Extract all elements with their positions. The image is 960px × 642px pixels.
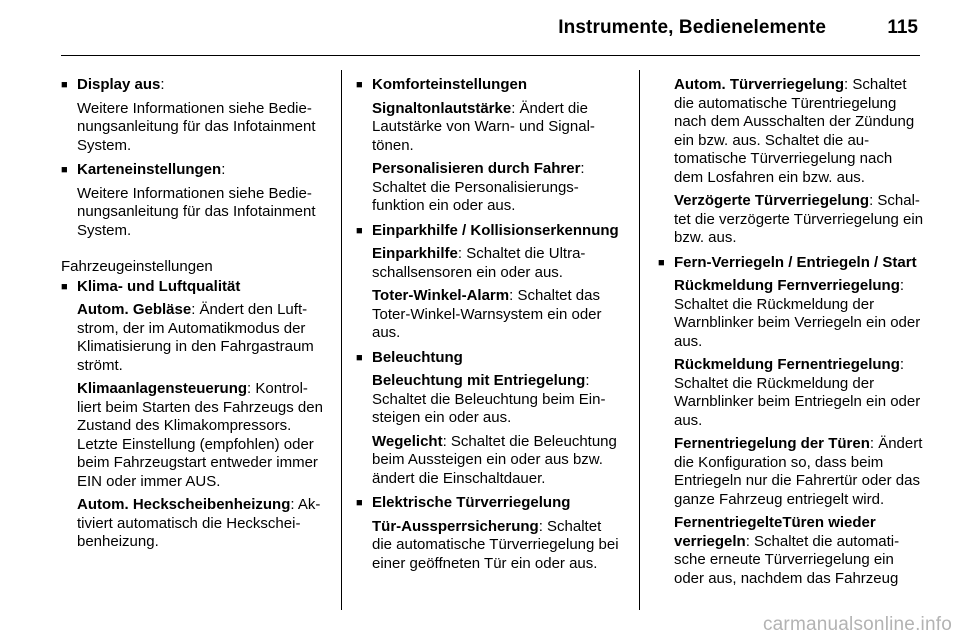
entry-term: Einparkhilfe — [372, 245, 458, 262]
entry-term: Beleuchtung mit Entriegelung — [372, 372, 586, 389]
entry — [356, 160, 622, 216]
entry — [356, 245, 622, 282]
entry — [658, 356, 924, 430]
column-divider-2 — [639, 70, 640, 610]
entry — [356, 287, 622, 343]
entry-text: : Schaltet die automatische Türverriegelung bei einer geöffneten Tür ein oder aus. — [372, 517, 619, 572]
section-title: ■ Klima- und Luftqualität — [61, 278, 327, 297]
entry — [61, 301, 327, 375]
entry-term: Tür-Aussperrsicherung — [372, 517, 539, 535]
section-title: ■ Fern-Verriegeln / Entriegeln / Start — [658, 254, 924, 273]
header-divider — [61, 55, 920, 56]
section-title: Display aus — [77, 76, 161, 93]
section-remote — [658, 254, 924, 589]
entry — [658, 435, 924, 509]
entry — [356, 372, 622, 428]
watermark[interactable]: carmanualsonline.info — [762, 614, 952, 635]
entry-text: : Aktiviert automatisch die Heckscheibenheizung. — [77, 496, 321, 550]
entry-term: Autom. Türverriegelung — [674, 76, 845, 93]
entry — [658, 277, 924, 351]
section-climate — [61, 278, 327, 552]
entry — [658, 76, 924, 187]
section-comfort — [356, 76, 622, 216]
entry-text: : Schaltet die Ultraschallsensoren ein oder aus. — [372, 245, 586, 281]
entry — [658, 192, 924, 248]
entry-term: Rückmeldung Fernentriegelung — [674, 356, 900, 373]
section-text: Weitere Informationen siehe Bedienungsanleitung für das Infotainment System. — [77, 184, 316, 239]
column-3 — [658, 76, 924, 594]
entry — [61, 496, 327, 552]
subheading-vehicle-settings: Fahrzeugeinstellungen — [61, 258, 213, 275]
section-door-lock-cont — [658, 76, 924, 248]
column-1 — [61, 76, 327, 558]
entry — [658, 514, 924, 588]
column-divider-1 — [341, 70, 342, 610]
entry-term: Toter-Winkel-Alarm — [372, 287, 510, 304]
section-parking — [356, 222, 622, 343]
section-title: ■ Komforteinstellungen — [356, 76, 622, 95]
section-title: ■ Elektrische Türverriegelung — [356, 494, 622, 513]
section-display-off: ■ Display aus: Weitere Informationen siehe Bedienungsanleitung für das Infotainment System. — [61, 76, 327, 155]
entry-text: : Schaltet die Beleuchtung beim Einsteigen ein oder aus. — [372, 372, 606, 426]
entry-term: Autom. Gebläse — [77, 301, 192, 318]
entry-text: : Kontrolliert beim Starten des Fahrzeugs den Zustand des Klimakompressors. Letzte Einstellung (empfohlen) oder beim Fahrzeugstart entweder immer EIN oder immer AUS. — [77, 380, 323, 490]
entry-text: : Ändert die Lautstärke von Warn- und Signaltönen. — [372, 99, 595, 154]
entry-text: : Schaltet die Personalisierungsfunktion ein oder aus. — [372, 160, 585, 214]
entry-term: Rückmeldung Fernverriegelung — [674, 277, 900, 294]
entry-term: Signaltonlautstärke — [372, 99, 512, 117]
entry-text: : Ändert die Konfiguration so, dass beim Entriegeln nur die Fahrertür oder das ganze Fahrzeug entriegelt wird. — [674, 435, 923, 508]
entry-term: Autom. Heckscheibenheizung — [77, 496, 291, 513]
page-number: 115 — [887, 17, 918, 38]
section-title: Karteneinstellungen — [77, 161, 222, 178]
entry-text: : Schaltet die Rückmeldung der Warnblinker beim Verriegeln ein oder aus. — [674, 277, 921, 350]
entry-term: Verzögerte Türverriegelung — [674, 192, 870, 209]
entry-term: Klimaanlagensteuerung — [77, 380, 248, 397]
column-2 — [356, 76, 622, 579]
section-title: ■ Einparkhilfe / Kollisionserkennung — [356, 222, 622, 241]
entry-text: : Schaltet das Toter-Winkel-Warnsystem ein oder aus. — [372, 287, 602, 341]
entry — [356, 100, 622, 156]
entry — [356, 518, 622, 574]
section-lighting — [356, 349, 622, 489]
section-text: Weitere Informationen siehe Bedienungsanleitung für das Infotainment System. — [77, 99, 316, 154]
entry-text: : Schaltet die verzögerte Türverriegelung ein bzw. aus. — [674, 192, 924, 246]
section-map-settings: ■ Karteneinstellungen: Weitere Informationen siehe Bedienungsanleitung für das Infotainment System. — [61, 161, 327, 240]
header-title: Instrumente, Bedienelemente — [558, 17, 826, 38]
entry-term: Wegelicht — [372, 432, 443, 450]
entry-text: : Ändert den Luftstrom, der im Automatikmodus der Klimatisierung in den Fahrgastraum strömt. — [77, 301, 314, 374]
entry-text: : Schaltet die automatische erneute Türverriegelung ein oder aus, nachdem das Fahrzeug — [674, 532, 900, 587]
entry — [61, 380, 327, 491]
entry-term: Personalisieren durch Fahrer — [372, 160, 581, 177]
entry — [356, 433, 622, 489]
entry-text: : Schaltet die automatische Türentriegelung nach dem Ausschalten der Zündung ein bzw. aus. Schaltet die automatische Türverriegelung nach dem Losfahren ein bzw. aus. — [674, 76, 915, 186]
section-door-lock — [356, 494, 622, 573]
entry-text: : Schaltet die Beleuchtung beim Aussteigen ein oder aus bzw. ändert die Einschaltdauer. — [372, 432, 617, 487]
entry-text: : Schaltet die Rückmeldung der Warnblinker beim Entriegeln ein oder aus. — [674, 356, 921, 429]
entry-term: FernentriegelteTüren wieder verriegeln — [674, 514, 876, 550]
section-title: ■ Beleuchtung — [356, 349, 622, 368]
entry-term: Fernentriegelung der Türen — [674, 435, 870, 452]
